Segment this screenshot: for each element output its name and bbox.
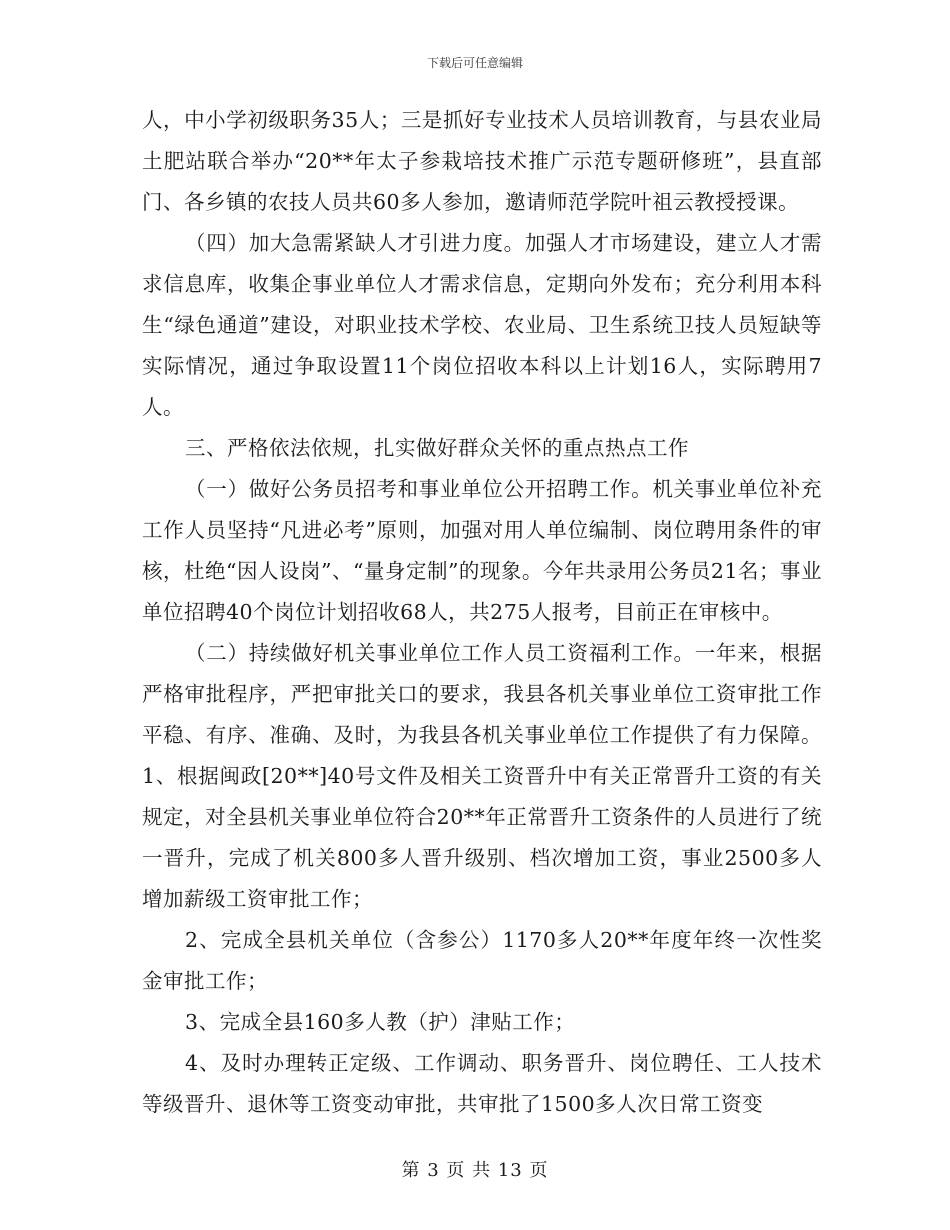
paragraph-2: （四）加大急需紧缺人才引进力度。加强人才市场建设，建立人才需求信息库，收集企事业单位人才需求信息，定期向外发布；充分利用本科生“绿色通道”建设，对职业技术学校、农业局、卫生系统卫技人员短缺等实际情况，通过争取设置11个岗位招收本科以上计划16人，实际聘用7人。 [142,231,822,419]
paragraph-4: （一）做好公务员招考和事业单位公开招聘工作。机关事业单位补充工作人员坚持“凡进必考”原则，加强对用人单位编制、岗位聘用条件的审核，杜绝“因人设岗”、“量身定制”的现象。今年共录用公务员21名；事业单位招聘40个岗位计划招收68人，共275人报考，目前正在审核中。 [142,477,823,624]
page-header: 下载后可任意编辑 [426,56,523,70]
page-footer: 第 3 页 共 13 页 [401,1160,549,1181]
section-heading-3: 三、严格依法依规，扎实做好群众关怀的重点热点工作 [185,436,690,460]
paragraph-5: （二）持续做好机关事业单位工作人员工资福利工作。一年来，根据严格审批程序，严把审批关口的要求，我县各机关事业单位工资审批工作平稳、有序、准确、及时，为我县各机关事业单位工作提供了有力保障。1、根据闽政[20**]40号文件及相关工资晋升中有关正常晋升工资的有关规定，对全县机关事业单位符合20**年正常晋升工资条件的人员进行了统一晋升，完成了机关800多人晋升级别、档次增加工资，事业2500多人增加薪级工资审批工作； [142,641,822,911]
paragraph-6: 2、完成全县机关单位（含参公）1170多人20**年度年终一次性奖金审批工作； [142,928,822,993]
paragraph-7: 3、完成全县160多人教（护）津贴工作； [185,1010,576,1034]
paragraph-1: 人，中小学初级职务35人；三是抓好专业技术人员培训教育，与县农业局土肥站联合举办“20**年太子参栽培技术推广示范专题研修班”，县直部门、各乡镇的农技人员共60多人参加，邀请师范学院叶祖云教授授课。 [142,108,822,214]
paragraph-8: 4、及时办理转正定级、工作调动、职务晋升、岗位聘任、工人技术等级晋升、退休等工资变动审批，共审批了1500多人次日常工资变 [142,1051,822,1116]
document-body [142,100,822,1125]
